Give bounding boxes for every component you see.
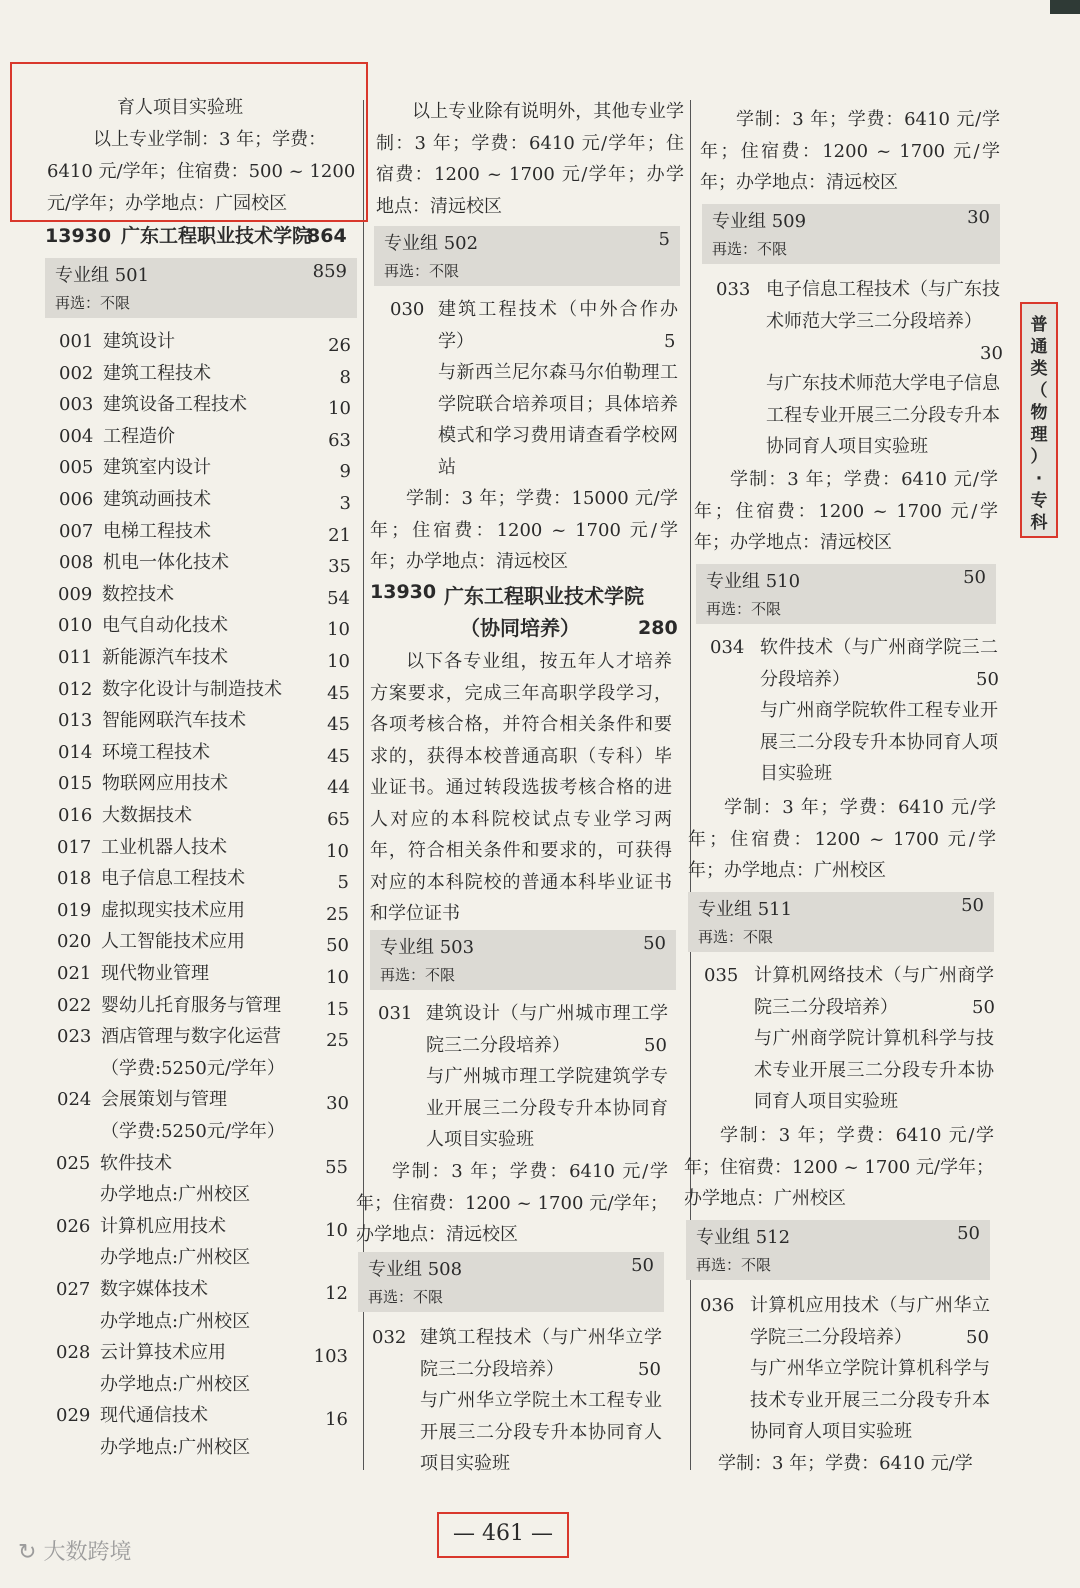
fee-text: 学制：3 年；学费：6410 元/学年；住宿费：1200 ~ 1700 元/学年；办学地点：清远校区 [694, 469, 998, 553]
major-title: 计算机应用技术（与广州华立学院三二分段培养） [750, 1295, 990, 1348]
major-item [58, 583, 356, 607]
major-item [59, 425, 357, 449]
side-tab-char: ） [1030, 447, 1048, 467]
major-count: 26 [328, 335, 351, 356]
major-item [58, 741, 356, 765]
major-num: 032 [372, 1327, 407, 1348]
page-edge [1050, 0, 1080, 14]
fee-text: 学制：3 年；学费：15000 元/学年；住宿费：1200 ~ 1700 元/学年；办学地点：清远校区 [370, 488, 678, 572]
major-item [59, 488, 357, 512]
school-sub: （协同培养） [460, 616, 580, 640]
school-name: 广东工程职业技术学院 [444, 584, 644, 608]
major-count: 55 [325, 1156, 348, 1178]
fee-text: 学制：3 年；学费：6410 元/学年；住宿费：1200 ~ 1700 元/学年；办学地点：清远校区 [356, 1161, 668, 1245]
major-name: 会展策划与管理 [101, 1089, 227, 1111]
major-count: 45 [327, 714, 350, 736]
major-num: 027 [56, 1279, 91, 1300]
major-num: 030 [390, 299, 425, 320]
major-item [58, 614, 356, 641]
major-note: （学费:5250元/学年） [101, 1057, 285, 1079]
major-count: 10 [326, 967, 349, 988]
group-508 [358, 1252, 664, 1312]
major-item [58, 646, 356, 670]
major-count: 45 [327, 745, 350, 767]
major-item [57, 962, 355, 986]
major-item [56, 1152, 354, 1176]
major-desc: 与广州城市理工学院建筑学专业开展三二分段专升本协同育人项目实验班 [426, 1066, 668, 1150]
major-count: 5 [664, 331, 676, 352]
watermark-logo-icon: ↻ [18, 1540, 44, 1565]
side-tab-char: 物 [1030, 403, 1048, 423]
major-name: 新能源汽车技术 [102, 647, 228, 668]
school-code: 13930 [45, 225, 112, 247]
major-item [59, 551, 357, 578]
major-num: 013 [58, 710, 93, 732]
major-item [59, 362, 357, 386]
major-item [58, 678, 356, 702]
major-num: 029 [56, 1405, 91, 1427]
major-name: 数控技术 [102, 583, 174, 605]
major-desc: 与新西兰尼尔森马尔伯勒理工学院联合培养项目；具体培养模式和学习费用请查看学校网站 [438, 362, 678, 478]
group-reselect: 再选：不限 [706, 600, 782, 618]
major-desc: 与广州华立学院计算机科学与技术专业开展三二分段专升本协同育人项目实验班 [750, 1358, 990, 1442]
major-name: 云计算技术应用 [100, 1342, 226, 1364]
major-count: 10 [325, 1219, 348, 1241]
major-num: 034 [710, 637, 745, 658]
major-count: 103 [313, 1346, 348, 1368]
school-desc: 以下各专业组，按五年人才培养方案要求，完成三年高职学段学习，各项考核合格，并符合相关条件和要求的，获得本校普通高职（专科）毕业证书。通过转段选拔考核合格的进人对应的本科院校试点专业学习两年，符合相关条件和要求的，可获得对应的本科院校的普通本科毕业证书和学位证书 [370, 651, 672, 924]
major-num: 010 [58, 615, 93, 637]
major-count: 50 [976, 669, 999, 690]
major-num: 033 [716, 279, 751, 300]
group-512 [686, 1220, 990, 1280]
major-item [58, 772, 356, 799]
major-count: 12 [325, 1283, 348, 1304]
group-name: 专业组 510 [706, 571, 801, 592]
major-num: 026 [56, 1215, 91, 1237]
major-count: 44 [327, 777, 350, 799]
major-name: 人工智能技术应用 [101, 931, 245, 953]
major-name: 工程造价 [103, 425, 175, 447]
major-count: 10 [328, 398, 351, 420]
school-code: 13930 [370, 581, 437, 603]
major-count: 63 [328, 429, 351, 451]
major-count: 9 [339, 461, 351, 483]
major-name: 数字化设计与制造技术 [102, 678, 282, 700]
major-num: 011 [58, 647, 93, 668]
major-item [57, 899, 355, 923]
highlight-box [10, 62, 368, 222]
major-name: 建筑动画技术 [103, 489, 211, 510]
major-desc: 与广州华立学院土木工程专业开展三二分段专升本协同育人项目实验班 [420, 1390, 662, 1474]
side-tab-char: 普 [1030, 315, 1048, 335]
major-title: 电子信息工程技术（与广东技术师范大学三二分段培养） [766, 279, 1000, 332]
major-item [59, 393, 357, 420]
major-num: 005 [59, 457, 94, 479]
group-name: 专业组 503 [380, 937, 475, 958]
group-count: 859 [312, 261, 347, 282]
major-name: 数字媒体技术 [100, 1279, 208, 1300]
major-num: 035 [704, 965, 739, 986]
side-tab-char: · [1035, 469, 1043, 489]
fee-text: 学制：3 年；学费：6410 元/学年；住宿费：1200 ~ 1700 元/学年；办学地点：清远校区 [700, 109, 1000, 193]
school-count: 864 [307, 225, 347, 247]
group-501 [45, 258, 357, 318]
major-count: 8 [339, 366, 351, 388]
major-name: 计算机应用技术 [100, 1215, 226, 1237]
side-tab-char: 通 [1030, 337, 1048, 357]
major-item [56, 1278, 354, 1302]
major-num: 003 [59, 394, 94, 416]
group-511 [688, 892, 994, 952]
major-item [59, 456, 357, 483]
major-count: 65 [327, 809, 350, 830]
side-tab-char: 专 [1030, 491, 1048, 511]
top-line: 以上专业学制：3 年；学费： [93, 129, 327, 150]
school-name: 广东工程职业技术学院 [121, 225, 312, 247]
major-desc: 与广州商学院计算机科学与技术专业开展三二分段专升本协同育人项目实验班 [754, 1028, 994, 1112]
major-num: 002 [59, 362, 94, 384]
major-name: 软件技术 [100, 1152, 172, 1174]
major-count: 10 [327, 651, 350, 672]
major-name: 现代物业管理 [101, 963, 209, 984]
group-count: 50 [643, 933, 666, 954]
major-name: 现代通信技术 [100, 1405, 208, 1427]
major-title: 计算机网络技术（与广州商学院三二分段培养） [754, 965, 994, 1018]
top-line: 6410 元/学年；住宿费：500 ~ 1200 [47, 161, 356, 182]
major-name: 建筑工程技术 [103, 362, 211, 384]
major-note: 办学地点:广州校区 [100, 1310, 251, 1332]
major-num: 018 [57, 868, 92, 890]
group-count: 5 [658, 229, 670, 250]
major-num: 014 [58, 741, 93, 763]
top-line: 元/学年；办学地点：广园校区 [47, 193, 288, 214]
major-title: 建筑设计（与广州城市理工学院三二分段培养） [426, 1003, 668, 1056]
major-name: 智能网联汽车技术 [102, 710, 246, 732]
major-count: 50 [638, 1359, 661, 1380]
major-title: 建筑工程技术（中外合作办学） [438, 299, 678, 352]
major-name: 建筑设计 [103, 331, 175, 352]
major-num: 036 [700, 1295, 735, 1316]
fee-text: 学制：3 年；学费：6410 元/学年；住宿费：1200 ~ 1700 元/学年；办学地点：广州校区 [684, 1125, 994, 1209]
major-desc: 与广东技术师范大学电子信息工程专业开展三二分段专升本协同育人项目实验班 [766, 373, 1000, 457]
major-num: 009 [58, 583, 93, 605]
major-name: 环境工程技术 [102, 741, 210, 763]
major-num: 007 [59, 520, 94, 542]
group-name: 专业组 509 [712, 211, 807, 232]
major-item [58, 709, 356, 736]
group-count: 50 [631, 1255, 654, 1276]
major-count: 35 [328, 556, 351, 578]
side-tab-char: 理 [1030, 425, 1048, 445]
major-desc: 与广州商学院软件工程专业开展三二分段专升本协同育人项目实验班 [760, 700, 998, 784]
major-num: 019 [57, 899, 92, 921]
major-item [56, 1404, 354, 1431]
major-num: 006 [59, 489, 94, 510]
group-502 [374, 226, 680, 286]
major-num: 024 [57, 1089, 92, 1111]
group-reselect: 再选：不限 [380, 966, 456, 984]
major-name: 建筑室内设计 [103, 457, 211, 479]
major-count: 50 [966, 1327, 989, 1348]
major-count: 3 [339, 493, 351, 514]
major-name: 电子信息工程技术 [101, 868, 245, 890]
group-reselect: 再选：不限 [698, 928, 774, 946]
major-num: 015 [58, 773, 93, 795]
major-count: 15 [326, 998, 349, 1020]
major-num: 004 [59, 425, 94, 447]
group-reselect: 再选：不限 [368, 1288, 444, 1306]
major-count: 30 [326, 1093, 349, 1115]
major-item [59, 330, 357, 354]
major-item [56, 1341, 354, 1368]
major-num: 021 [57, 963, 92, 984]
major-item [57, 930, 355, 957]
school-count: 280 [638, 617, 678, 639]
group-count: 50 [963, 567, 986, 588]
page-number: — 461 — [437, 1512, 569, 1558]
major-count: 25 [326, 1030, 349, 1052]
major-name: 婴幼儿托育服务与管理 [101, 994, 281, 1016]
major-name: 物联网应用技术 [102, 773, 228, 795]
major-num: 031 [378, 1003, 413, 1024]
major-num: 012 [58, 678, 93, 700]
major-num: 023 [57, 1026, 92, 1048]
major-note: 办学地点:广州校区 [100, 1437, 251, 1458]
major-num: 008 [59, 552, 94, 574]
major-note: 办学地点:广州校区 [100, 1247, 251, 1269]
major-num: 016 [58, 805, 93, 826]
major-item [57, 836, 355, 860]
major-item [57, 1025, 355, 1052]
watermark-text: 大数跨境 [43, 1540, 132, 1565]
major-num: 025 [56, 1152, 91, 1174]
group-name: 专业组 512 [696, 1227, 791, 1248]
major-count: 50 [326, 935, 349, 957]
major-name: 大数据技术 [102, 805, 192, 826]
major-num: 020 [57, 931, 92, 953]
major-item [57, 1088, 355, 1115]
watermark [18, 1535, 131, 1566]
major-note: 办学地点:广州校区 [100, 1184, 251, 1206]
major-note: （学费:5250元/学年） [101, 1121, 285, 1142]
major-name: 机电一体化技术 [103, 552, 229, 574]
group-509 [702, 204, 1000, 264]
group-503 [370, 930, 676, 990]
intro-text: 以上专业除有说明外，其他专业学制：3 年；学费：6410 元/学年；住宿费：1200 ~ 1700 元/学年；办学地点：清远校区 [376, 101, 684, 217]
group-name: 专业组 502 [384, 233, 479, 254]
major-count: 10 [326, 840, 349, 862]
side-tab-char: （ [1030, 381, 1048, 401]
major-name: 虚拟现实技术应用 [101, 899, 245, 921]
group-name: 专业组 501 [55, 265, 150, 286]
major-count: 54 [327, 587, 350, 609]
fee-text: 学制：3 年；学费：6410 元/学 [718, 1453, 973, 1474]
major-name: 电气自动化技术 [102, 615, 228, 637]
major-count: 50 [972, 997, 995, 1018]
group-reselect: 再选：不限 [696, 1256, 772, 1274]
group-reselect: 再选：不限 [712, 240, 788, 258]
major-count: 16 [325, 1409, 348, 1431]
major-num: 028 [56, 1342, 91, 1364]
major-count: 21 [328, 524, 351, 546]
major-name: 建筑设备工程技术 [103, 394, 247, 416]
major-count: 10 [327, 619, 350, 641]
side-tab-label [1022, 314, 1056, 534]
group-name: 专业组 508 [368, 1259, 463, 1280]
fee-text: 学制：3 年；学费：6410 元/学年；住宿费：1200 ~ 1700 元/学年；办学地点：广州校区 [688, 797, 996, 881]
group-510 [696, 564, 996, 624]
major-item [57, 994, 355, 1018]
major-title: 软件技术（与广州商学院三二分段培养） [760, 637, 998, 690]
major-name: 电梯工程技术 [103, 520, 211, 542]
group-count: 50 [961, 895, 984, 916]
major-item [58, 804, 356, 828]
major-num: 001 [59, 331, 94, 352]
major-count: 25 [326, 903, 349, 925]
group-count: 50 [957, 1223, 980, 1244]
major-num: 017 [57, 836, 92, 858]
side-tab [1020, 302, 1058, 538]
major-item [56, 1215, 354, 1239]
side-tab-char: 科 [1030, 513, 1048, 533]
group-reselect: 再选：不限 [55, 294, 131, 312]
major-item [59, 520, 357, 544]
major-title: 建筑工程技术（与广州华立学院三二分段培养） [420, 1327, 662, 1380]
major-count: 5 [337, 872, 349, 894]
side-tab-char: 类 [1030, 359, 1048, 379]
major-count: 45 [327, 682, 350, 704]
major-note: 办学地点:广州校区 [100, 1373, 251, 1395]
group-count: 30 [967, 207, 990, 228]
top-line: 育人项目实验班 [117, 97, 243, 118]
major-num: 022 [57, 994, 92, 1016]
group-reselect: 再选：不限 [384, 262, 460, 280]
group-name: 专业组 511 [698, 899, 793, 920]
major-count: 50 [644, 1035, 667, 1056]
major-name: 酒店管理与数字化运营 [101, 1026, 281, 1048]
major-name: 工业机器人技术 [101, 836, 227, 858]
major-item [57, 867, 355, 894]
major-count: 30 [980, 343, 1003, 364]
